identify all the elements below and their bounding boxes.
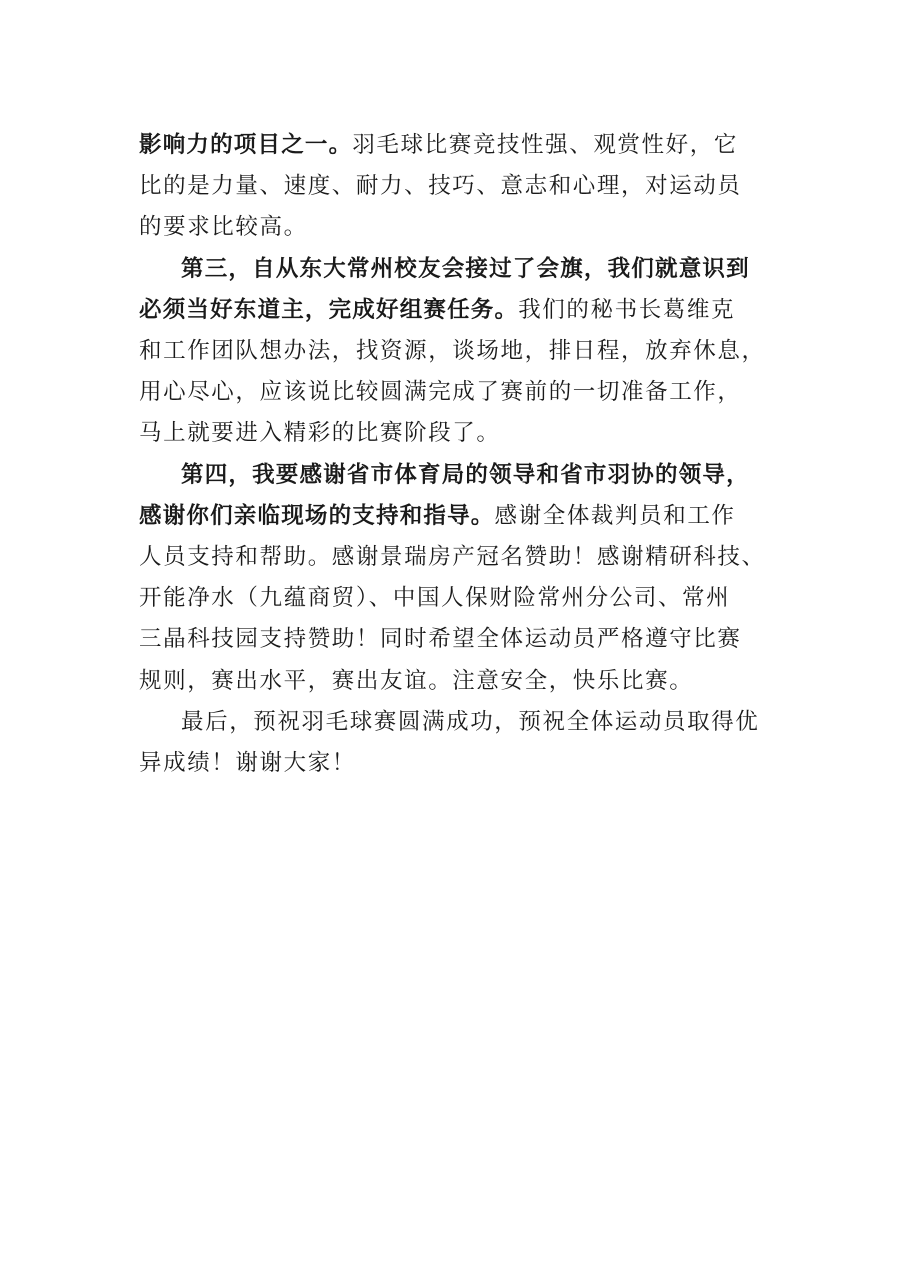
body-text: 感谢全体裁判员和工作 [494, 502, 736, 529]
paragraph-1 [139, 125, 779, 249]
bold-text: 感谢你们亲临现场的支持和指导。 [139, 502, 495, 529]
body-text: 和工作团队想办法，找资源，谈场地，排日程，放弃休息， [139, 338, 766, 365]
body-text: 的要求比较高。 [139, 214, 308, 241]
body-text: 人员支持和帮助。感谢景瑞房产冠名赞助！感谢精研科技、 [139, 544, 766, 571]
text-line [139, 496, 779, 537]
body-text: 规则，赛出水平，赛出友谊。注意安全，快乐比赛。 [139, 667, 694, 694]
bold-text: 第四，我要感谢省市体育局的领导和省市羽协的领导， [181, 461, 750, 488]
text-line [139, 249, 779, 290]
text-line [139, 372, 779, 413]
text-line [139, 166, 779, 207]
bold-text: 必须当好东道主，完成好组赛任务。 [139, 296, 519, 323]
body-text: 我们的秘书长葛维克 [518, 296, 736, 323]
bold-text: 影响力的项目之一。 [139, 132, 353, 158]
text-line [139, 331, 779, 372]
text-line [139, 619, 779, 660]
paragraph-3 [139, 455, 779, 702]
text-line [139, 413, 779, 454]
paragraph-4 [139, 702, 779, 784]
body-text: 开能净水（九蕴商贸）、中国人保财险常州分公司、常州 [139, 585, 731, 612]
text-line [139, 743, 779, 784]
body-text: 异成绩！谢谢大家！ [139, 750, 356, 777]
body-text: 羽毛球比赛竞技性强、观赏性好，它 [352, 132, 738, 158]
text-line [139, 207, 779, 248]
body-text: 最后，预祝羽毛球赛圆满成功，预祝全体运动员取得优 [181, 708, 760, 735]
body-text: 马上就要进入精彩的比赛阶段了。 [139, 420, 501, 447]
text-line [139, 702, 779, 743]
text-line [139, 455, 779, 496]
text-line [139, 125, 779, 166]
paragraph-2 [139, 249, 779, 455]
text-line [139, 661, 779, 702]
body-text: 用心尽心，应该说比较圆满完成了赛前的一切准备工作， [139, 379, 742, 406]
document-body [139, 125, 779, 784]
text-line [139, 537, 779, 578]
text-line [139, 290, 779, 331]
bold-text: 第三，自从东大常州校友会接过了会旗，我们就意识到 [181, 255, 750, 282]
body-text: 比的是力量、速度、耐力、技巧、意志和心理，对运动员 [139, 173, 742, 200]
text-line [139, 578, 779, 619]
body-text: 三晶科技园支持赞助！同时希望全体运动员严格遵守比赛 [139, 626, 742, 653]
